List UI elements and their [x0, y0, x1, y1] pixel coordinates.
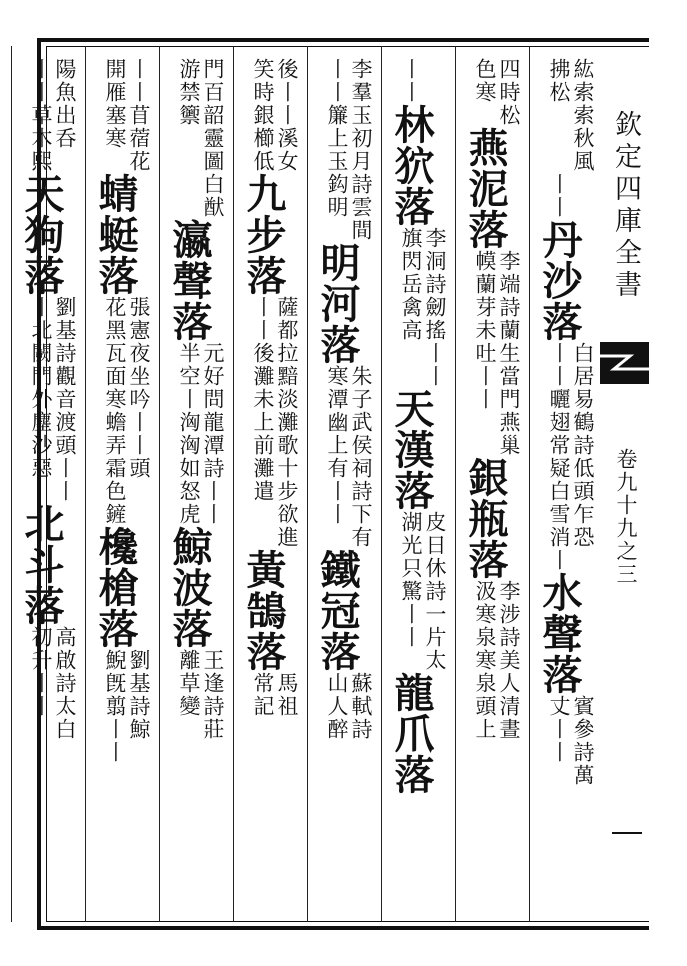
annotation-line: 紘索索秋風 [571, 58, 595, 173]
column-divider [85, 46, 86, 922]
annotation [547, 695, 595, 787]
annotation [251, 296, 299, 549]
annotation [177, 649, 225, 741]
text-column [385, 58, 447, 918]
annotation-line: 丨丨苜蓿花 [127, 58, 151, 173]
headword: 天漢落 [388, 388, 435, 511]
headword: 明河落 [314, 242, 361, 365]
column-divider [455, 46, 456, 922]
text-column [459, 58, 521, 918]
annotation-line: 丨丨 [547, 173, 571, 219]
headword: 天狗落 [18, 173, 65, 296]
annotation-line: 門百韶靈圖白猷 [201, 58, 225, 219]
annotation-line: 鯢旣翦丨丨 [103, 649, 127, 764]
text-column [237, 58, 299, 918]
annotation-line: 丨丨後灘未上前灘遣 [251, 296, 275, 503]
annotation-line: 王逢詩莊 [201, 649, 225, 741]
headword: 龍爪落 [388, 672, 435, 795]
annotation [103, 503, 127, 526]
annotation [473, 250, 521, 457]
annotation-line: 丨 [547, 549, 571, 572]
annotation-line: 半空丨洶洶如怒虎 [177, 342, 201, 526]
annotation-line: 拂松 [547, 58, 571, 104]
annotation [473, 580, 521, 741]
annotation-line: 丨丨草木熙 [29, 58, 53, 173]
annotation [251, 672, 299, 718]
text-column [311, 58, 373, 918]
annotation-line: 劉基詩鯨 [127, 649, 151, 741]
annotation-line: 後丨丨溪女 [275, 58, 299, 173]
headword: 北斗落 [18, 503, 65, 626]
column-divider [381, 46, 382, 922]
annotation-line: 寒潭幽上有丨丨 [325, 365, 349, 526]
annotation-line: 湖光只驚丨丨 [399, 511, 423, 649]
annotation [325, 672, 373, 741]
column-divider [307, 46, 308, 922]
headword: 黃鵠落 [240, 549, 287, 672]
annotation [399, 511, 447, 672]
headword: 銀瓶落 [462, 457, 509, 580]
headword: 瀛聲落 [166, 219, 213, 342]
annotation-line: 白居易鶴詩低頭乍恐 [571, 342, 595, 549]
annotation-line: 陽魚出呑 [53, 58, 77, 150]
annotation-line: 丨北闕門外塵沙惡 [29, 296, 53, 480]
headword: 丹沙落 [536, 219, 583, 342]
annotation-line: 離草變 [177, 649, 201, 718]
page-margin [600, 48, 649, 920]
annotation-line: 丨丨簾上玉鈎明 [325, 58, 349, 219]
text-column [89, 58, 151, 918]
headword: 鯨波落 [166, 526, 213, 649]
annotation-line: 皮日休詩一片太 [423, 511, 447, 672]
headword: 蜻蜓落 [92, 173, 139, 296]
annotation [177, 58, 225, 219]
column-divider [11, 46, 12, 922]
column-divider [529, 46, 530, 922]
headword: 燕泥落 [462, 127, 509, 250]
headword: 九步落 [240, 173, 287, 296]
annotation-line: 常記 [251, 672, 275, 718]
annotation-line: 元好問龍潭詩丨丨 [201, 342, 225, 526]
annotation-line: 旗閃岳禽高 [399, 227, 423, 342]
margin-rule [612, 832, 642, 834]
annotation-line: 丨丨曬翅常疑白雪消 [547, 342, 571, 549]
headword: 水聲落 [536, 572, 583, 695]
annotation [547, 342, 595, 549]
annotation-line: 幙蘭芽未吐丨丨 [473, 250, 497, 411]
annotation-line: 劉基詩觀音渡頭丨丨 [53, 296, 77, 503]
headword: 林狖落 [388, 104, 435, 227]
text-column [533, 58, 595, 918]
headword: 鐵冠落 [314, 549, 361, 672]
annotation-line: 四時松 [497, 58, 521, 127]
headword: 欃槍落 [92, 526, 139, 649]
annotation-line: 高啟詩太白 [53, 626, 77, 741]
annotation [251, 58, 299, 173]
annotation [103, 296, 151, 503]
annotation [103, 58, 151, 173]
annotation-line: 李端詩蘭生當門燕巢 [497, 250, 521, 457]
column-divider [233, 46, 234, 922]
annotation [29, 58, 77, 173]
annotation-line: 鏟 [103, 503, 127, 526]
annotation [547, 58, 595, 173]
annotation-line: 游禁籞 [177, 58, 201, 127]
annotation [103, 649, 151, 764]
annotation [547, 173, 571, 219]
annotation-line: 山人醉 [325, 672, 349, 741]
annotation [177, 342, 225, 526]
annotation [325, 365, 373, 549]
text-column [15, 58, 77, 918]
annotation [399, 58, 423, 104]
volume-number: 卷九十九之三 [614, 448, 638, 586]
column-divider [159, 46, 160, 922]
annotation-line: 張憲夜坐吟丨丨頭 [127, 296, 151, 480]
annotation-line: 笑時銀櫛低 [251, 58, 275, 173]
annotation-line: 初升丨丨 [29, 626, 53, 718]
annotation [547, 549, 571, 572]
text-column [163, 58, 225, 918]
annotation-line: 色寒 [473, 58, 497, 104]
annotation-line: 賓參詩萬 [571, 695, 595, 787]
annotation-line: 馬祖 [275, 672, 299, 718]
annotation [399, 227, 447, 388]
book-title: 欽定四庫全書 [610, 110, 641, 302]
annotation-line: 丈丨丨 [547, 695, 571, 764]
annotation-line: 朱子武侯祠詩下有 [349, 365, 373, 549]
annotation-line: 李洞詩劒搖丨丨 [423, 227, 447, 388]
annotation [29, 626, 77, 741]
fishtail-mark [600, 342, 649, 384]
annotation-line: 李羣玉初月詩雲間 [349, 58, 373, 242]
annotation-line: 薩都拉黯淡灘歌十步欲進 [275, 296, 299, 549]
annotation-line: 丨丨 [399, 58, 423, 104]
annotation-line: 李涉詩美人清晝 [497, 580, 521, 741]
annotation-line: 開雁塞寒 [103, 58, 127, 150]
annotation [325, 58, 373, 242]
annotation [473, 58, 521, 127]
annotation-line: 蘇軾詩 [349, 672, 373, 741]
annotation-line: 花黑瓦面寒蟾弄霜色 [103, 296, 127, 503]
annotation [29, 296, 77, 503]
annotation-line: 汲寒泉寒泉頭上 [473, 580, 497, 741]
